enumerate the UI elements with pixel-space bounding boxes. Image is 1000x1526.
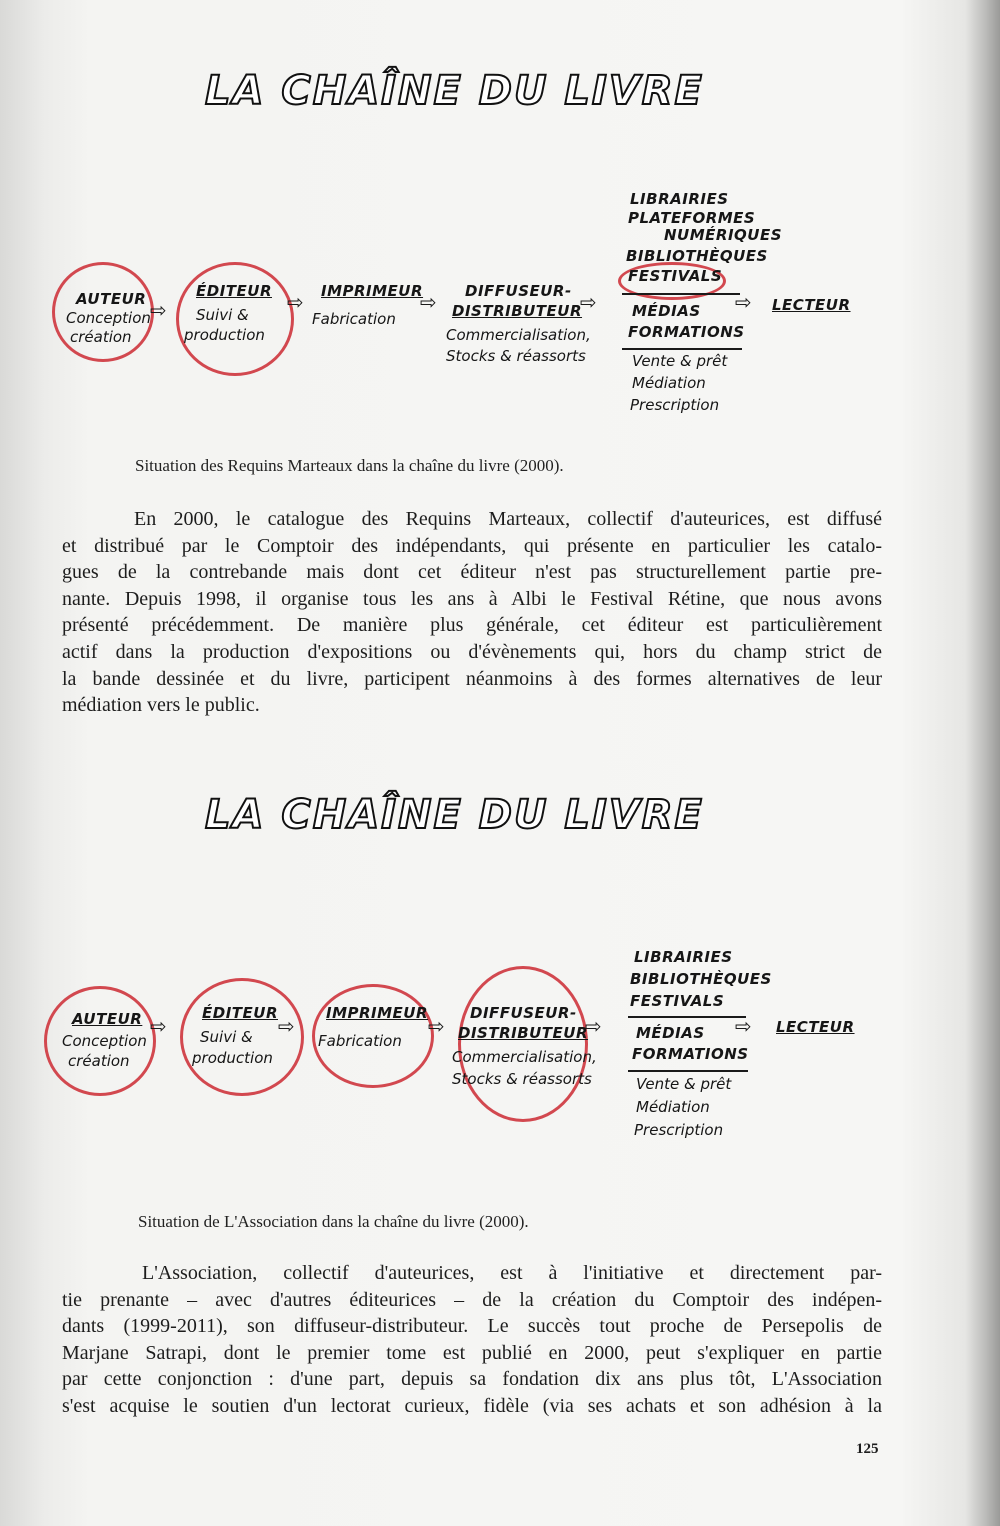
- paragraph-1-line: nante. Depuis 1998, il organise tous les ans à Albi le Festival Rétine, que nous avons: [62, 587, 882, 610]
- paragraph-2-line: s'est acquise le soutien d'un lectorat curieux, fidèle (via ses achats et son adhésion à la: [62, 1394, 882, 1417]
- diagram1-lecteur: LECTEUR: [772, 296, 851, 314]
- paragraph-2-line: tie prenante – avec d'autres éditeurices – de la création du Comptoir des indépen-: [62, 1288, 882, 1311]
- paragraph-1-line: actif dans la production d'expositions ou d'évènements qui, hors du champ strict de: [62, 640, 882, 663]
- diagram1-auteur-sub-1: Conception: [66, 309, 151, 327]
- diagram1-imprimeur: IMPRIMEUR: [321, 282, 424, 300]
- paragraph-2-line: L'Association, collectif d'auteurices, est à l'initiative et directement par-: [142, 1262, 882, 1284]
- paragraph-1-line: médiation vers le public.: [62, 694, 260, 717]
- paragraph-1: [62, 506, 882, 719]
- diagram2-divider-bottom: [628, 1070, 748, 1072]
- diagram1-bottom-2: Médiation: [632, 374, 706, 392]
- diagram1-editeur: ÉDITEUR: [196, 282, 272, 300]
- diagram2-outlet-2: BIBLIOTHÈQUES: [630, 970, 772, 988]
- diagram2-diffuseur-highlight: [458, 966, 588, 1122]
- diagram2-divider-top: [628, 1016, 746, 1018]
- diagram2-editeur-sub-1: Suivi &: [200, 1028, 253, 1046]
- diagram2-imprimeur-sub: Fabrication: [318, 1032, 402, 1050]
- paragraph-2-line: Marjane Satrapi, dont le premier tome est publié en 2000, peut s'expliquer en partie: [62, 1341, 882, 1364]
- diagram2-auteur-sub-2: création: [68, 1052, 130, 1070]
- diagram1-bottom-3: Prescription: [630, 396, 720, 414]
- paragraph-1-line: la bande dessinée et du livre, participent néanmoins à des formes alternatives de leur: [62, 667, 882, 690]
- diagram2-outlet-3: FESTIVALS: [630, 992, 725, 1010]
- diagram2-editeur: ÉDITEUR: [202, 1004, 278, 1022]
- diagram1-outlet-2: PLATEFORMES: [628, 209, 756, 227]
- diagram2-imprimeur: IMPRIMEUR: [326, 1004, 429, 1022]
- diagram1-medias: MÉDIAS: [632, 302, 701, 320]
- diagram2-lecteur: LECTEUR: [776, 1018, 855, 1036]
- diagram1-formations: FORMATIONS: [628, 323, 745, 341]
- diagram1-editeur-sub-2: production: [184, 326, 265, 344]
- diagram2-diffuseur-sub-1: Commercialisation,: [452, 1048, 597, 1066]
- diagram1-diffuseur-2: DISTRIBUTEUR: [452, 302, 583, 320]
- diagram1-caption: Situation des Requins Marteaux dans la chaîne du livre (2000).: [135, 456, 564, 475]
- diagram2-editeur-sub-2: production: [192, 1049, 273, 1067]
- diagram2-arrow-3: ⇨: [428, 1014, 445, 1038]
- diagram1-divider-bottom: [622, 348, 742, 350]
- diagram1-outlet-3: NUMÉRIQUES: [664, 226, 783, 244]
- diagram1-outlet-5: FESTIVALS: [628, 267, 723, 285]
- diagram2-diffuseur-sub-2: Stocks & réassorts: [452, 1070, 592, 1088]
- diagram1-diffuseur-sub-2: Stocks & réassorts: [446, 347, 586, 365]
- diagram1-arrow-4: ⇨: [580, 290, 597, 314]
- paragraph-1-line: En 2000, le catalogue des Requins Marteaux, collectif d'auteurices, est diffusé: [134, 508, 882, 530]
- paragraph-2-line: par cette conjonction : d'une part, depuis sa fondation dix ans plus tôt, L'Association: [62, 1368, 882, 1391]
- paragraph-1-line: présenté précédemment. De manière plus générale, cet éditeur est particulièrement: [62, 614, 882, 637]
- diagram2-medias: MÉDIAS: [636, 1024, 705, 1042]
- diagram2-arrow-4: ⇨: [585, 1014, 602, 1038]
- diagram1-arrow-3: ⇨: [420, 290, 437, 314]
- diagram1-arrow-5: ⇨: [735, 290, 752, 314]
- diagram2-arrow-2: ⇨: [278, 1014, 295, 1038]
- diagram2-bottom-3: Prescription: [634, 1121, 724, 1139]
- diagram1-title: LA CHAÎNE DU LIVRE: [205, 68, 704, 114]
- paragraph-2: [62, 1260, 882, 1420]
- diagram1-auteur: AUTEUR: [76, 290, 147, 308]
- diagram2-diffuseur-1: DIFFUSEUR-: [470, 1004, 577, 1022]
- diagram2-auteur: AUTEUR: [72, 1010, 143, 1028]
- diagram1-auteur-sub-2: création: [70, 328, 132, 346]
- diagram2-arrow-1: ⇨: [150, 1014, 167, 1038]
- diagram2-formations: FORMATIONS: [632, 1045, 749, 1063]
- page-number: 125: [856, 1441, 879, 1457]
- diagram2-bottom-1: Vente & prêt: [636, 1075, 732, 1093]
- paragraph-2-line: dants (1999-2011), son diffuseur-distributeur. Le succès tout proche de Persepolis de: [62, 1315, 882, 1338]
- diagram1-outlet-4: BIBLIOTHÈQUES: [626, 247, 768, 265]
- diagram1-imprimeur-sub: Fabrication: [312, 310, 396, 328]
- diagram2-diffuseur-2: DISTRIBUTEUR: [458, 1024, 589, 1042]
- diagram1-bottom-1: Vente & prêt: [632, 352, 728, 370]
- diagram2-outlet-1: LIBRAIRIES: [634, 948, 733, 966]
- diagram1-editeur-sub-1: Suivi &: [196, 306, 249, 324]
- diagram1-divider-top: [622, 293, 740, 295]
- diagram2-caption: Situation de L'Association dans la chaîne du livre (2000).: [138, 1212, 529, 1231]
- diagram1-diffuseur-sub-1: Commercialisation,: [446, 326, 591, 344]
- diagram1-diffuseur-1: DIFFUSEUR-: [465, 282, 572, 300]
- diagram1-arrow-2: ⇨: [287, 290, 304, 314]
- diagram1-arrow-1: ⇨: [150, 298, 167, 322]
- diagram1-outlet-1: LIBRAIRIES: [630, 190, 729, 208]
- diagram2-title: LA CHAÎNE DU LIVRE: [205, 792, 704, 838]
- paragraph-1-line: gues de la contrebande mais dont cet éditeur n'est pas structurellement partie pre-: [62, 561, 882, 584]
- diagram2-arrow-5: ⇨: [735, 1014, 752, 1038]
- diagram2-auteur-sub-1: Conception: [62, 1032, 147, 1050]
- paragraph-1-line: et distribué par le Comptoir des indépendants, qui présente en particulier les catalo-: [62, 534, 882, 557]
- diagram2-bottom-2: Médiation: [636, 1098, 710, 1116]
